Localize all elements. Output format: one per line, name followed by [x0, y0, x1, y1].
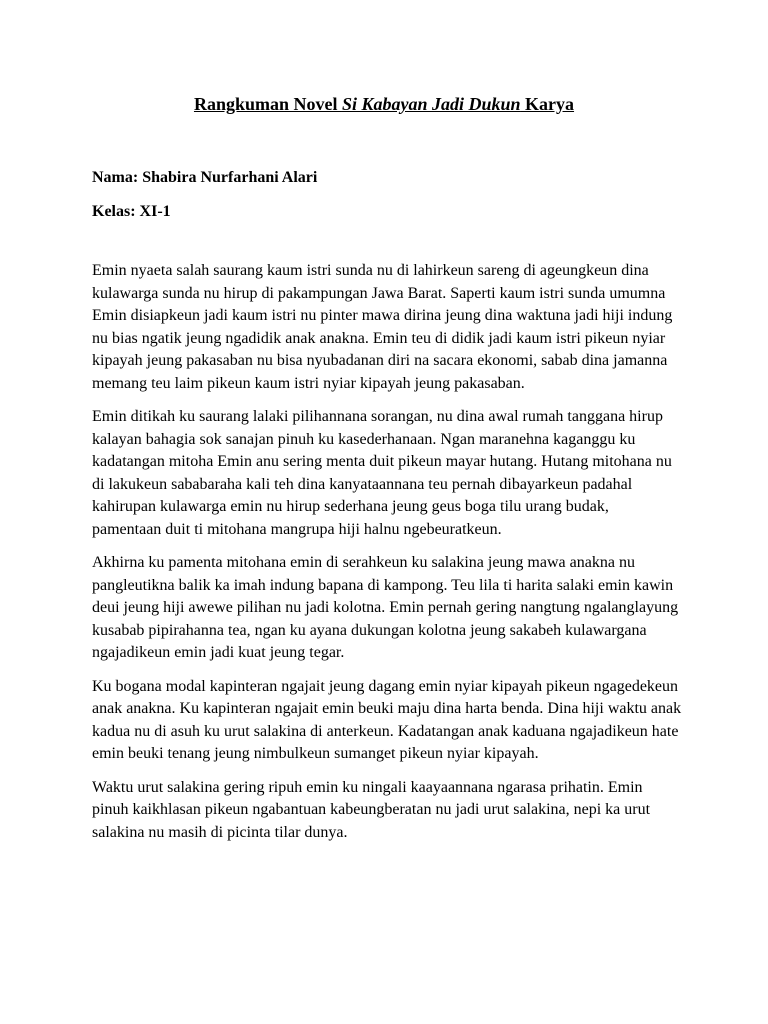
paragraph-2: Emin ditikah ku saurang lalaki pilihannana sorangan, nu dina awal rumah tanggana hirup kalayan bahagia sok sanajan pinuh ku kasederhanaan. Ngan maranehna kaganggu ku kadatangan mitoha Emin anu sering menta duit pikeun mayar hutang. Hutang mitohana nu di lakukeun sababaraha kali teh dina kanyataannana teu pernah dibayarkeun padahal kahirupan kulawarga emin nu hirup sederhana jeung geus boga tilu urang budak, pamentaan duit ti mitohana mangrupa hiji halnu ngebeuratkeun. [92, 408, 672, 538]
paragraph-3: Akhirna ku pamenta mitohana emin di serahkeun ku salakina jeung mawa anakna nu pangleutikna balik ka imah indung bapana di kampong. Teu lila ti harita salaki emin kawin deui jeung hiji awewe pilihan nu jadi kolotna. Emin pernah gering nangtung ngalanglayung kusabab pipirahanna tea, ngan ku ayana dukungan kolotna jeung sakabeh kulawargana ngajadikeun emin jadi kuat jeung tegar. [92, 554, 679, 661]
summary-body [92, 260, 682, 855]
student-name: Nama: Shabira Nurfarhani Alari [92, 169, 318, 186]
title-suffix: Karya [520, 94, 575, 114]
novel-title: Si Kabayan Jadi Dukun [341, 94, 521, 114]
title-prefix: Rangkuman Novel [193, 94, 342, 114]
paragraph-1: Emin nyaeta salah saurang kaum istri sunda nu di lahirkeun sareng di ageungkeun dina kulawarga sunda nu hirup di pakampungan Jawa Barat. Saperti kaum istri sunda umumna Emin disiapkeun jadi kaum istri nu pinter mawa dirina jeung dina waktuna jadi hiji indung nu bias ngatik jeung ngadidik anak anakna. Emin teu di didik jadi kaum istri pikeun nyiar kipayah jeung pakasaban nu bisa nyubadanan diri na sacara ekonomi, sabab dina jamanna memang teu laim pikeun kaum istri nyiar kipayah jeung pakasaban. [92, 262, 673, 392]
paragraph-5: Waktu urut salakina gering ripuh emin ku ningali kaayaannana ngarasa prihatin. Emin pinuh kaikhlasan pikeun ngabantuan kabeungberatan nu jadi urut salakina, nepi ka urut salakina nu masih di picinta tilar dunya. [92, 778, 651, 841]
document-title [0, 92, 768, 116]
student-class: Kelas: XI-1 [92, 203, 171, 220]
paragraph-4: Ku bogana modal kapinteran ngajait jeung dagang emin nyiar kipayah pikeun ngagedekeun anak anakna. Ku kapinteran ngajait emin beuki maju dina harta benda. Dina hiji waktu anak kadua nu di asuh ku urut salakina di anterkeun. Kadatangan anak kaduana ngajadikeun hate emin beuki tenang jeung nimbulkeun sumanget pikeun nyiar kipayah. [92, 677, 682, 762]
